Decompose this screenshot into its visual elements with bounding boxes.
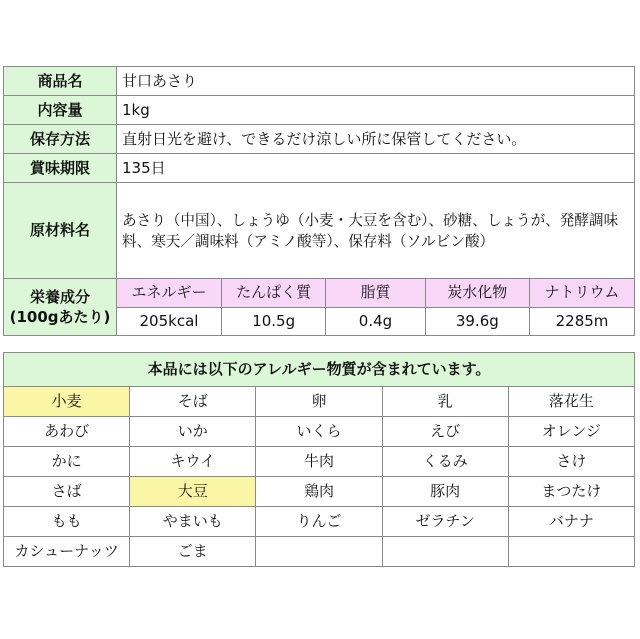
allergen-cell: ゼラチン [382, 507, 508, 537]
expiry-label: 賞味期限 [4, 154, 117, 183]
nutrition-table [117, 279, 634, 335]
product-storage: 直射日光を避け、できるだけ涼しい所に保管してください。 [117, 125, 635, 154]
nutrition-label [4, 279, 117, 336]
nutrition-header: たんぱく質 [221, 279, 325, 307]
allergen-cell: 鶏肉 [256, 477, 382, 507]
nutrition-label-line2: (100gあたり) [9, 308, 111, 326]
allergen-cell [256, 537, 382, 567]
product-volume: 1kg [117, 96, 635, 125]
allergen-cell: あわび [4, 417, 130, 447]
allergen-cell [382, 537, 508, 567]
allergen-cell: 乳 [382, 387, 508, 417]
nutrition-header: エネルギー [117, 279, 221, 307]
nutrition-header: ナトリウム [530, 279, 634, 307]
allergen-cell: 落花生 [508, 387, 634, 417]
allergen-cell: 大豆 [130, 477, 256, 507]
nutrition-cell [117, 279, 635, 336]
allergen-cell: 小麦 [4, 387, 130, 417]
nutrition-value: 205kcal [139, 311, 199, 330]
allergen-cell: 豚肉 [382, 477, 508, 507]
product-info-table [3, 66, 635, 336]
allergen-cell: やまいも [130, 507, 256, 537]
nutrition-value: 10.5g [221, 307, 325, 335]
nutrition-value: 0.4g [326, 307, 425, 335]
allergy-table [3, 352, 635, 567]
allergen-cell: いくら [256, 417, 382, 447]
nutrition-value: 2285m [530, 307, 634, 335]
product-expiry: 135日 [117, 154, 635, 183]
product-ingredients: あさり（中国）、しょうゆ（小麦・大豆を含む）、砂糖、しょうが、発酵調味料、寒天／調味料（アミノ酸等）、保存料（ソルビン酸） [117, 183, 635, 279]
allergen-cell: 牛肉 [256, 447, 382, 477]
allergy-title: 本品には以下のアレルギー物質が含まれています。 [4, 353, 635, 387]
allergen-cell: もも [4, 507, 130, 537]
allergen-cell: カシューナッツ [4, 537, 130, 567]
allergen-cell: かに [4, 447, 130, 477]
allergen-cell: バナナ [508, 507, 634, 537]
allergen-cell: えび [382, 417, 508, 447]
product-name: 甘口あさり [117, 67, 635, 96]
nutrition-value: 39.6g [425, 307, 529, 335]
allergen-cell: さば [4, 477, 130, 507]
allergen-cell: ごま [130, 537, 256, 567]
nutrition-header: 脂質 [326, 279, 425, 307]
ingredients-label: 原材料名 [4, 183, 117, 279]
allergen-cell: キウイ [130, 447, 256, 477]
allergen-cell: くるみ [382, 447, 508, 477]
nutrition-header: 炭水化物 [425, 279, 529, 307]
nutrition-label-line1: 栄養成分 [29, 288, 90, 306]
allergen-cell: りんご [256, 507, 382, 537]
allergen-cell: いか [130, 417, 256, 447]
allergen-cell: そば [130, 387, 256, 417]
allergen-cell: 卵 [256, 387, 382, 417]
storage-label: 保存方法 [4, 125, 117, 154]
name-label: 商品名 [4, 67, 117, 96]
allergen-cell [508, 537, 634, 567]
allergen-cell: まつたけ [508, 477, 634, 507]
volume-label: 内容量 [4, 96, 117, 125]
allergen-cell: さけ [508, 447, 634, 477]
allergen-cell: オレンジ [508, 417, 634, 447]
